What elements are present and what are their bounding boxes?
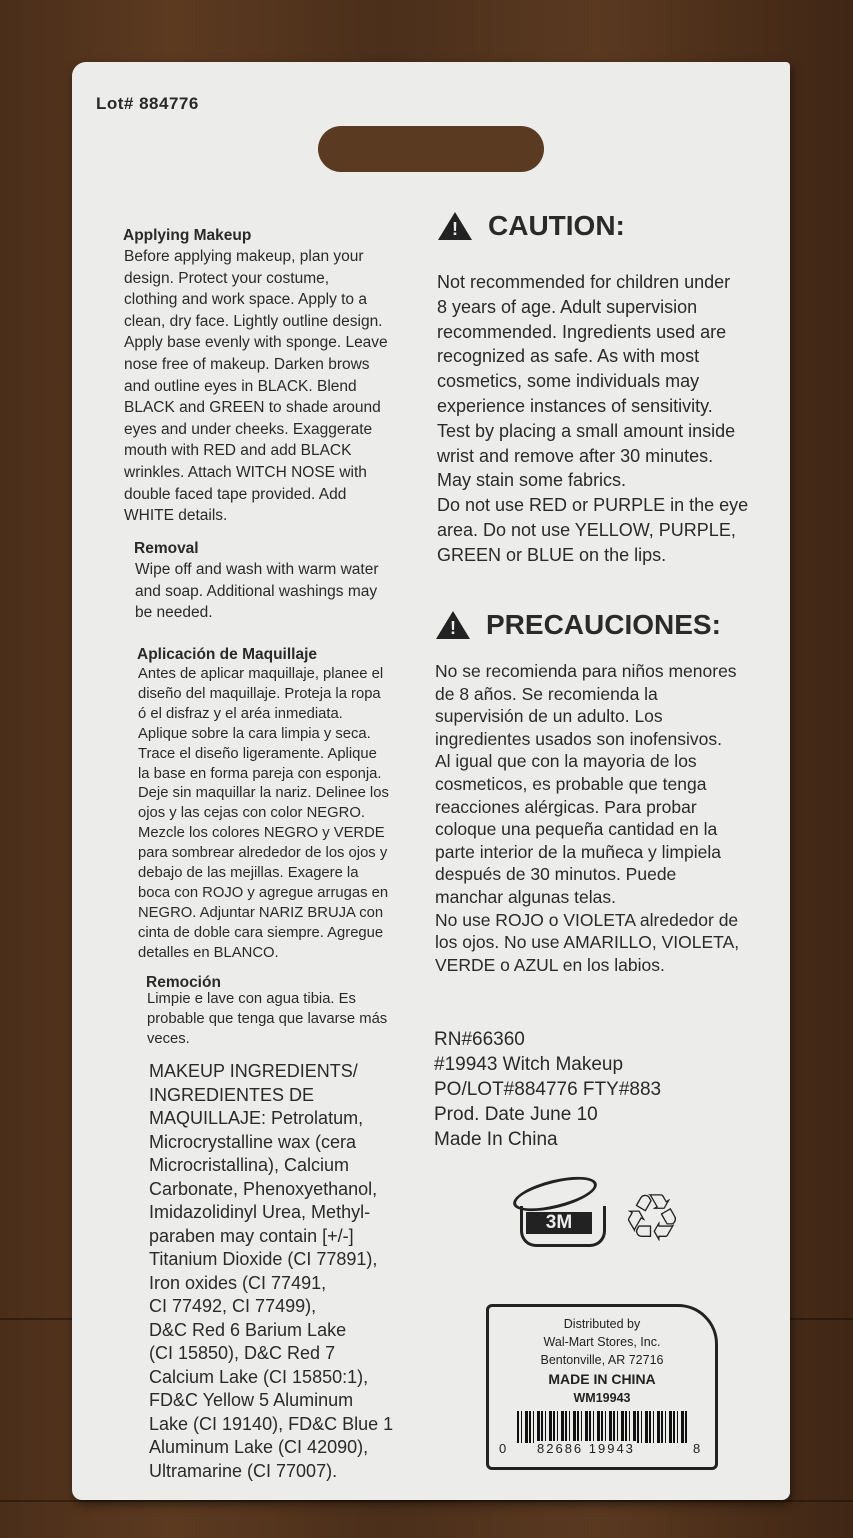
text-line: recommended. Ingredients used are <box>437 321 727 342</box>
hang-slot <box>318 126 544 172</box>
barcode-left-digit: 0 <box>499 1441 509 1456</box>
remocion-title: Remoción <box>146 974 221 991</box>
precauciones-heading <box>436 609 721 641</box>
text-line: wrist and remove after 30 minutes. <box>437 445 714 466</box>
text-line: manchar algunas telas. <box>435 886 616 907</box>
text-line: GREEN or BLUE on the lips. <box>437 544 667 565</box>
text-line: Lake (CI 19140), FD&C Blue 1 <box>149 1413 394 1434</box>
text-line: clean, dry face. Lightly outline design. <box>124 312 383 330</box>
text-line: probable que tenga que lavarse más <box>147 1010 388 1027</box>
text-line: diseño del maquillaje. Proteja la ropa <box>138 685 381 702</box>
text-line: clothing and work space. Apply to a <box>124 291 367 309</box>
text-line: INGREDIENTES DE <box>149 1084 315 1105</box>
text-line: design. Protect your costume, <box>124 269 330 287</box>
text-line: (CI 15850), D&C Red 7 <box>149 1343 336 1363</box>
text-line: mouth with RED and add BLACK <box>124 442 352 460</box>
text-line: de 8 años. Se recomienda la <box>435 683 658 704</box>
text-line: D&C Red 6 Barium Lake <box>149 1319 347 1340</box>
text-line: No use ROJO o VIOLETA alrededor de <box>435 909 739 930</box>
text-line: Deje sin maquillar la nariz. Delinee los <box>138 785 389 802</box>
text-line: and soap. Additional washings may <box>135 582 378 600</box>
text-line: Prod. Date June 10 <box>434 1104 598 1125</box>
warning-icon: ! <box>438 212 472 240</box>
item-code: WM19943 <box>573 1391 631 1405</box>
text-line: para sombrear alrededor de los ojos y <box>138 845 388 862</box>
lot-number: Lot# 884776 <box>96 94 199 113</box>
text-line: parte interior de la muñeca y limpiela <box>435 841 721 862</box>
text-line: RN#66360 <box>434 1029 525 1050</box>
text-line: FD&C Yellow 5 Aluminum <box>149 1390 354 1410</box>
caution-title: CAUTION: <box>488 210 625 241</box>
text-line: después de 30 minutos. Puede <box>435 864 677 885</box>
text-line: Carbonate, Phenoxyethanol, <box>149 1178 378 1199</box>
text-line: boca con ROJO y agregue arrugas en <box>138 884 389 901</box>
distributed-by: Distributed by <box>563 1317 641 1331</box>
text-line: MAKEUP INGREDIENTS/ <box>149 1061 358 1081</box>
removal-text <box>135 559 379 624</box>
text-line: VERDE o AZUL en los labios. <box>435 954 665 975</box>
text-line: PO/LOT#884776 FTY#883 <box>434 1079 662 1100</box>
text-line: wrinkles. Attach WITCH NOSE with <box>124 463 367 481</box>
text-line: supervisión de un adulto. Los <box>435 706 663 727</box>
text-line: Limpie e lave con agua tibia. Es <box>147 991 356 1007</box>
ingredients-text <box>149 1060 393 1483</box>
text-line: Microcristallina), Calcium <box>149 1155 350 1175</box>
barcode-number: 82686 19943 <box>537 1441 635 1456</box>
caution-text <box>437 270 748 568</box>
applying-title: Applying Makeup <box>123 227 252 244</box>
precauciones-text <box>435 660 739 976</box>
text-line: Not recommended for children under <box>437 272 731 292</box>
remocion-text <box>147 990 387 1050</box>
text-line: Al igual que con la mayoria de los <box>435 751 697 772</box>
text-line: area. Do not use YELLOW, PURPLE, <box>437 519 736 540</box>
text-line: eyes and under cheeks. Exaggerate <box>124 420 373 438</box>
aplicacion-title: Aplicación de Maquillaje <box>137 646 318 663</box>
text-line: detalles en BLANCO. <box>138 944 279 961</box>
warning-icon: ! <box>436 611 470 639</box>
text-line: Imidazolidinyl Urea, Methyl- <box>149 1202 371 1222</box>
text-line: reacciones alérgicas. Para probar <box>435 796 697 817</box>
text-line: cosmeticos, es probable que tenga <box>435 773 707 794</box>
text-line: 8 years of age. Adult supervision <box>437 296 698 317</box>
wood-seam <box>0 1500 853 1502</box>
text-line: No se recomienda para niños menores <box>435 661 737 681</box>
text-line: WHITE details. <box>124 507 228 525</box>
jar-label: 3M <box>526 1212 592 1234</box>
text-line: Wipe off and wash with warm water <box>135 561 379 578</box>
made-in-china: MADE IN CHINA <box>548 1371 656 1387</box>
text-line: Aluminum Lake (CI 42090), <box>149 1437 369 1457</box>
text-line: and outline eyes in BLACK. Blend <box>124 377 357 395</box>
text-line: Do not use RED or PURPLE in the eye <box>437 495 749 516</box>
text-line: la base en forma pareja con esponja. <box>138 765 382 782</box>
text-line: Calcium Lake (CI 15850:1), <box>149 1366 369 1387</box>
text-line: debajo de las mejillas. Exagere la <box>138 865 359 882</box>
distributor-box <box>486 1304 718 1470</box>
applying-text <box>124 246 388 527</box>
text-line: cinta de doble cara siempre. Agregue <box>138 924 384 941</box>
distributor-address: Bentonville, AR 72716 <box>540 1353 664 1367</box>
text-line: veces. <box>147 1030 190 1047</box>
text-line: BLACK and GREEN to shade around <box>124 399 381 417</box>
text-line: ó el disfraz y el aréa inmediata. <box>138 705 343 722</box>
removal-title: Removal <box>134 540 199 557</box>
text-line: Antes de aplicar maquillaje, planee el <box>138 666 384 682</box>
text-line: paraben may contain [+/-] <box>149 1225 354 1246</box>
text-line: Made In China <box>434 1129 558 1150</box>
text-line: double faced tape provided. Add <box>124 485 347 503</box>
text-line: Apply base evenly with sponge. Leave <box>124 334 388 352</box>
text-line: ojos y las cejas con color NEGRO. <box>138 805 365 822</box>
recycle-icon: ♲ <box>622 1181 682 1255</box>
text-line: Titanium Dioxide (CI 77891), <box>149 1249 378 1269</box>
text-line: Aplique sobre la cara limpia y seca. <box>138 725 371 742</box>
text-line: May stain some fabrics. <box>437 470 627 491</box>
text-line: be needed. <box>135 604 213 622</box>
aplicacion-text <box>138 665 389 964</box>
text-line: Microcrystalline wax (cera <box>149 1131 357 1152</box>
text-line: recognized as safe. As with most <box>437 346 700 367</box>
text-line: #19943 Witch Makeup <box>434 1054 624 1075</box>
precauciones-title: PRECAUCIONES: <box>486 609 721 640</box>
text-line: Trace el diseño ligeramente. Aplique <box>138 745 377 762</box>
text-line: los ojos. No use AMARILLO, VIOLETA, <box>435 932 740 953</box>
text-line: Test by placing a small amount inside <box>437 420 736 441</box>
text-line: coloque una pequeña cantidad en la <box>435 819 718 840</box>
text-line: nose free of makeup. Darken brows <box>124 355 370 373</box>
text-line: ingredientes usados son inofensivos. <box>435 728 722 749</box>
text-line: experience instances of sensitivity. <box>437 395 713 416</box>
text-line: Before applying makeup, plan your <box>124 248 364 265</box>
product-info <box>434 1027 661 1152</box>
text-line: Mezcle los colores NEGRO y VERDE <box>138 825 385 842</box>
jar-icon <box>512 1180 608 1250</box>
barcode <box>517 1411 689 1443</box>
text-line: Ultramarine (CI 77007). <box>149 1460 338 1481</box>
caution-heading <box>438 210 625 242</box>
text-line: Iron oxides (CI 77491, <box>149 1272 327 1293</box>
text-line: cosmetics, some individuals may <box>437 371 700 392</box>
barcode-right-digit: 8 <box>693 1441 703 1456</box>
text-line: NEGRO. Adjuntar NARIZ BRUJA con <box>138 904 384 921</box>
text-line: CI 77492, CI 77499), <box>149 1296 317 1316</box>
text-line: MAQUILLAJE: Petrolatum, <box>149 1108 364 1128</box>
distributor-name: Wal-Mart Stores, Inc. <box>543 1335 661 1349</box>
